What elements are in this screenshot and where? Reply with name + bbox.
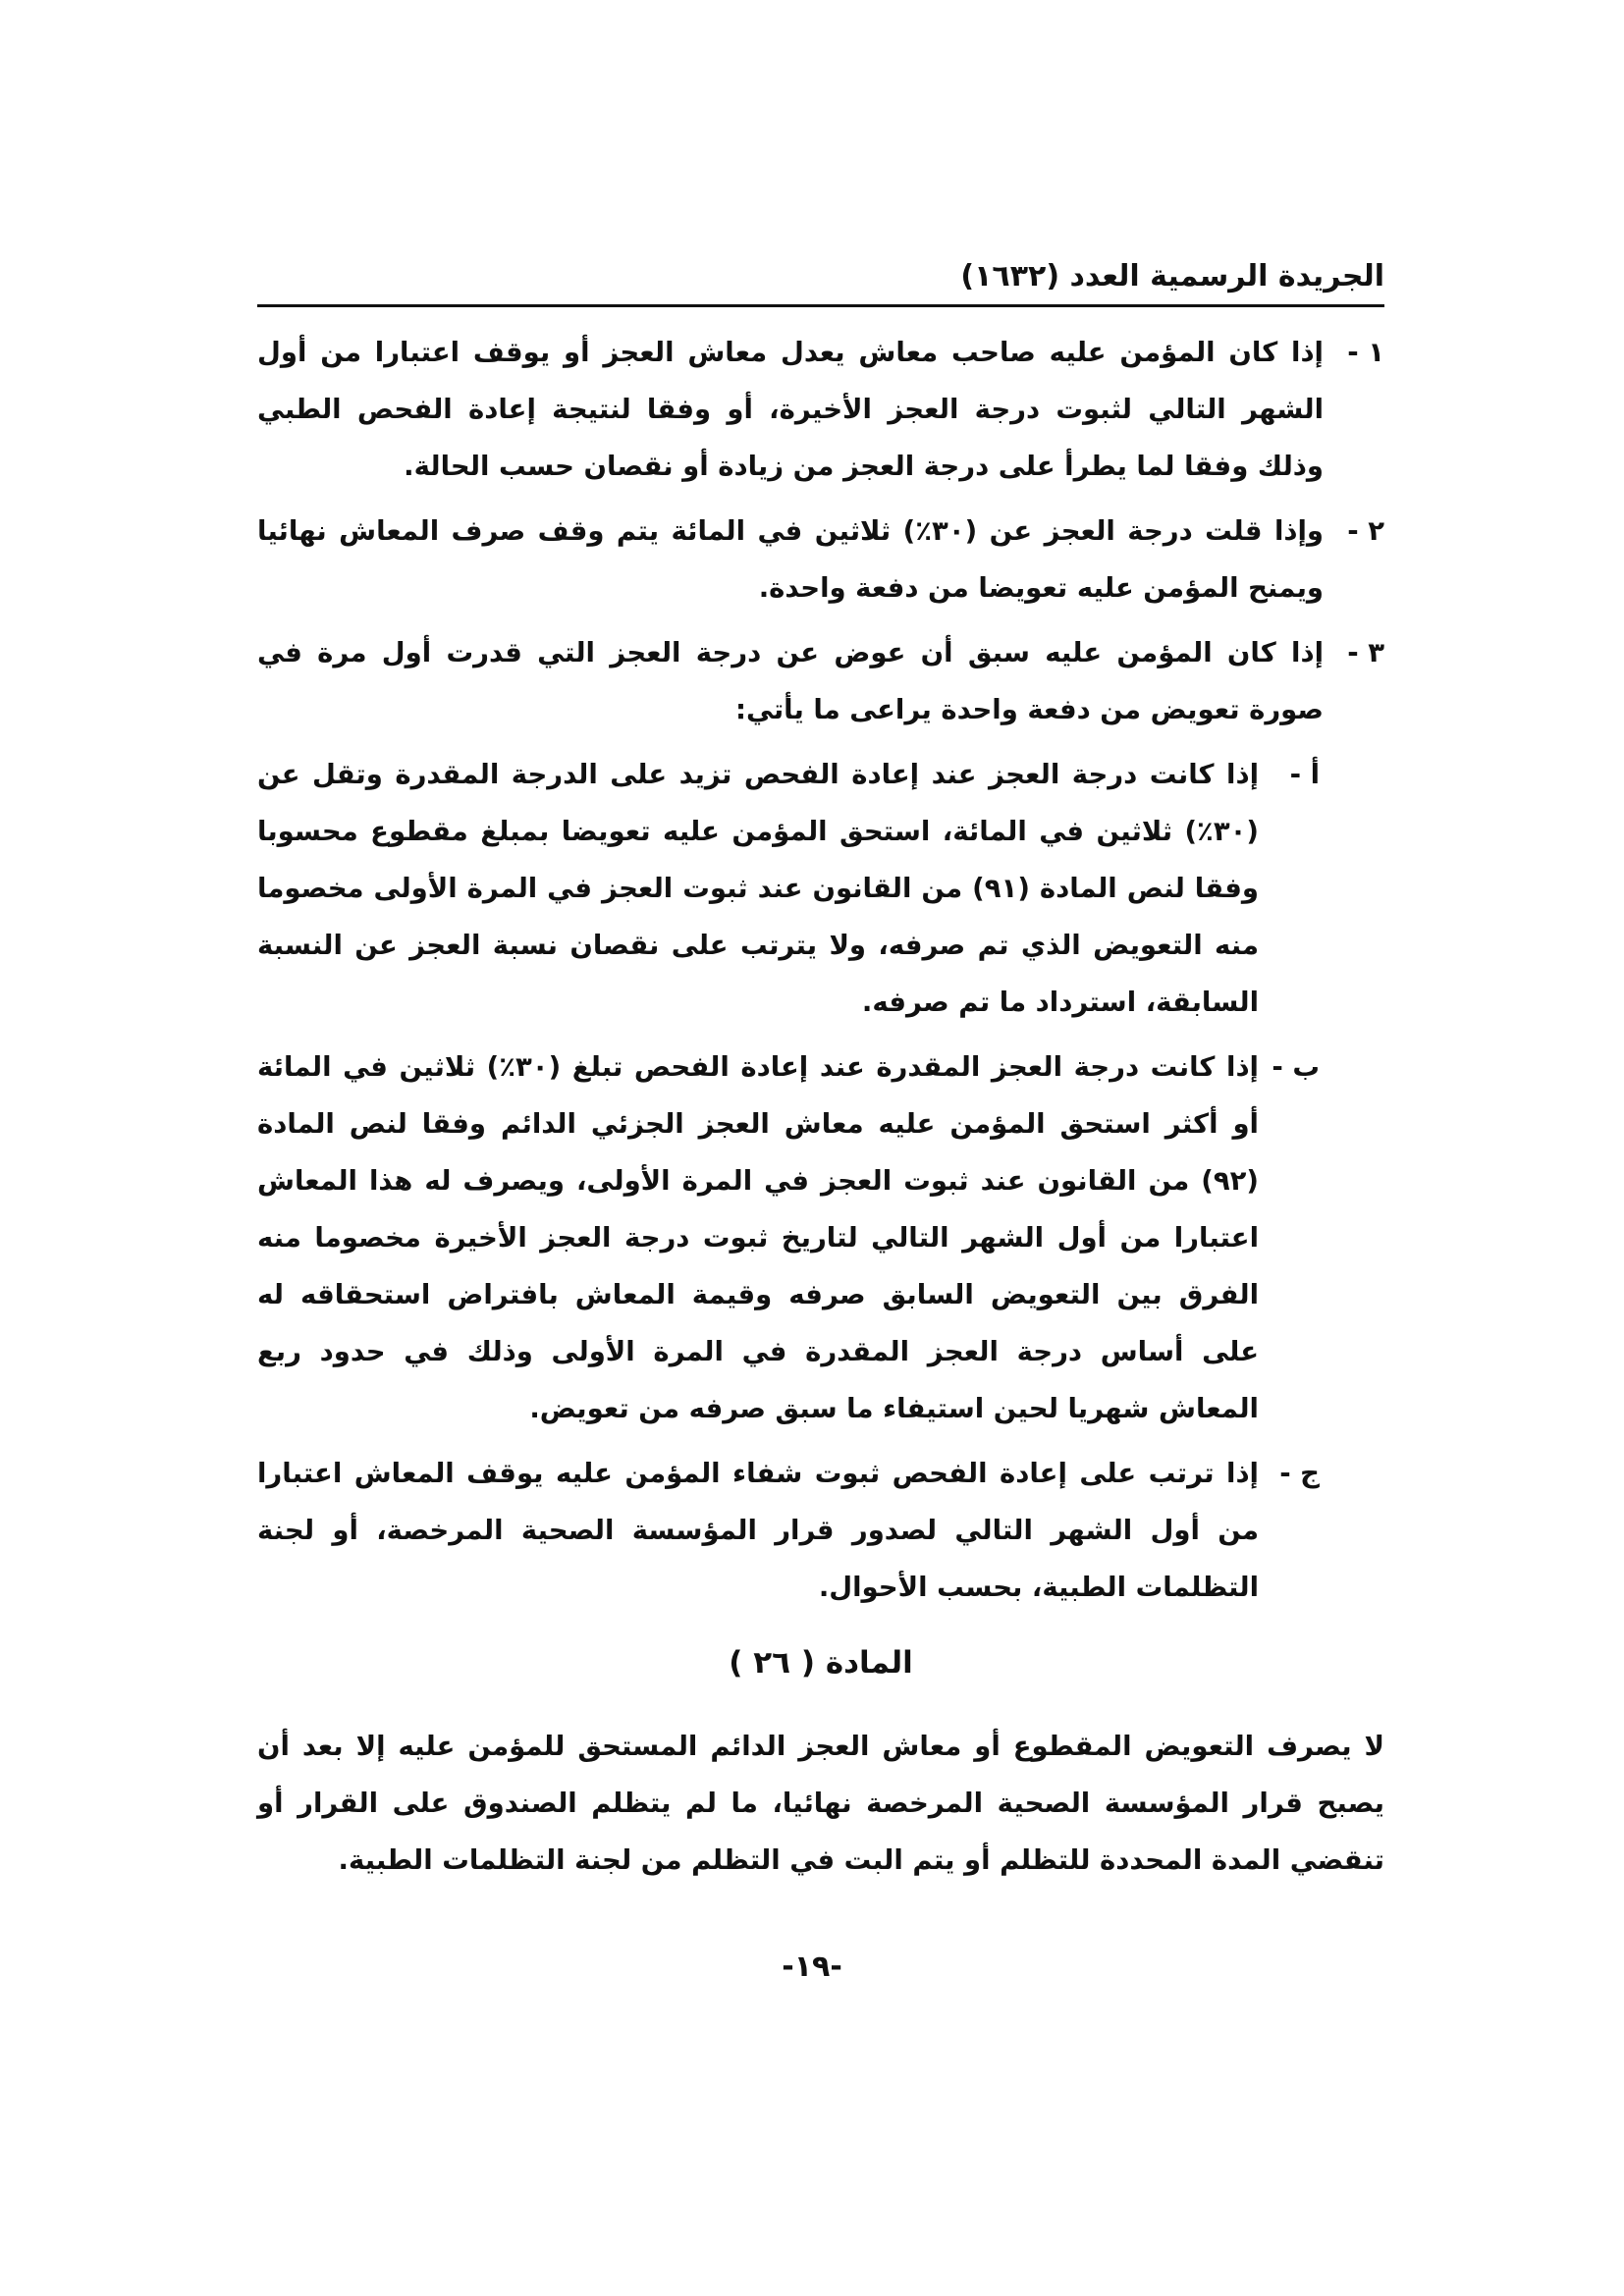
list-item-text: إذا كان المؤمن عليه صاحب معاش يعدل معاش العجز أو يوقف اعتبارا من أول الشهر التالي لثبوت درجة العجز الأخيرة، أو وفقا لنتيجة إعادة الفحص الطبي وذلك وفقا لما يطرأ على درجة العجز من زيادة أو نقصان حسب الحالة.	[257, 337, 1324, 482]
sub-list-item-marker: ب -	[1272, 1051, 1320, 1083]
sub-list-item-a	[257, 746, 1320, 1031]
list-item-1	[257, 324, 1384, 495]
page-header	[257, 257, 1384, 307]
sub-list	[257, 746, 1320, 1616]
list-item-3	[257, 624, 1384, 738]
list-item-2	[257, 503, 1384, 616]
list-item-text: إذا كان المؤمن عليه سبق أن عوض عن درجة العجز التي قدرت أول مرة في صورة تعويض من دفعة واحدة يراعى ما يأتي:	[257, 637, 1324, 725]
article-body: لا يصرف التعويض المقطوع أو معاش العجز الدائم المستحق للمؤمن عليه إلا بعد أن يصبح قرار المؤسسة الصحية المرخصة نهائيا، ما لم يتظلم الصندوق على القرار أو تنقضي المدة المحددة للتظلم أو يتم البت في التظلم من لجنة التظلمات الطبية.	[257, 1731, 1384, 1876]
list-item-marker: ١ -	[1347, 337, 1384, 368]
sub-list-item-c	[257, 1445, 1320, 1616]
sub-list-item-b	[257, 1039, 1320, 1437]
list-item-text: وإذا قلت درجة العجز عن (٣٠٪) ثلاثين في المائة يتم وقف صرف المعاش نهائيا ويمنح المؤمن عليه تعويضا من دفعة واحدة.	[257, 515, 1325, 604]
sub-list-item-text: إذا كانت درجة العجز عند إعادة الفحص تزيد على الدرجة المقدرة وتقل عن (٣٠٪) ثلاثين في المائة، استحق المؤمن عليه تعويضا بمبلغ مقطوع محسوبا وفقا لنص المادة (٩١) من القانون عند ثبوت العجز في المرة الأولى مخصوما منه التعويض الذي تم صرفه، ولا يترتب على نقصان نسبة العجز عن النسبة السابقة، استرداد ما تم صرفه.	[257, 759, 1259, 1018]
sub-list-item-text: إذا ترتب على إعادة الفحص ثبوت شفاء المؤمن عليه يوقف المعاش اعتبارا من أول الشهر التالي لصدور قرار المؤسسة الصحية المرخصة، أو لجنة التظلمات الطبية، بحسب الأحوال.	[257, 1458, 1259, 1603]
sub-list-item-text: إذا كانت درجة العجز المقدرة عند إعادة الفحص تبلغ (٣٠٪) ثلاثين في المائة أو أكثر استحق المؤمن عليه معاش العجز الجزئي الدائم وفقا لنص المادة (٩٢) من القانون عند ثبوت العجز في المرة الأولى، ويصرف له هذا المعاش اعتبارا من أول الشهر التالي لتاريخ ثبوت درجة العجز الأخيرة مخصوما منه الفرق بين التعويض السابق صرفه وقيمة المعاش بافتراض استحقاقه له على أساس درجة العجز المقدرة في المرة الأولى وذلك في حدود ربع المعاش شهريا لحين استيفاء ما سبق صرفه من تعويض.	[257, 1051, 1259, 1424]
page-content	[257, 324, 1384, 1889]
list-item-marker: ٣ -	[1347, 637, 1384, 668]
article-heading: المادة ( ٢٦ )	[729, 1645, 913, 1681]
list-item-marker: ٢ -	[1347, 515, 1384, 547]
sub-list-item-marker: أ -	[1289, 759, 1320, 790]
gazette-header-title: الجريدة الرسمية العدد (١٦٣٢)	[960, 259, 1384, 294]
page-number: -١٩-	[782, 1949, 842, 1984]
sub-list-item-marker: ج -	[1279, 1458, 1320, 1489]
